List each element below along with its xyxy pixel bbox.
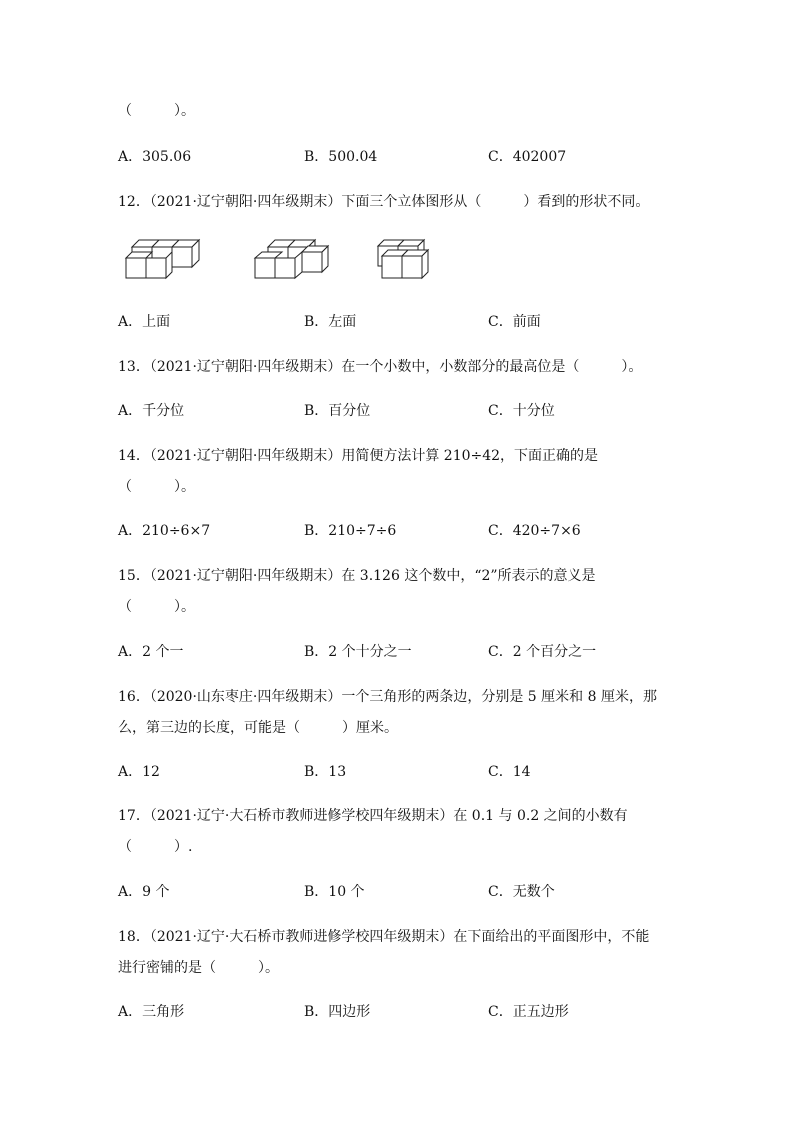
q16-option-a[interactable]: A．12 [118,764,160,780]
q16-options [118,763,758,781]
q18-stem-continuation: 进行密铺的是（ ）。 [118,960,279,976]
q18-options [118,1003,758,1021]
q16-stem: 16．（2020·山东枣庄·四年级期末）一个三角形的两条边，分别是 5 厘米和 8 厘米，那 [118,689,657,705]
q13-option-c[interactable]: C．十分位 [488,403,555,419]
q12-option-a[interactable]: A．上面 [118,314,171,330]
q12-option-b[interactable]: B．左面 [304,314,357,330]
cube-figure-3 [372,238,458,286]
q16-option-b[interactable]: B．13 [304,764,347,780]
q17-stem: 17．（2021·辽宁·大石桥市教师进修学校四年级期末）在 0.1 与 0.2 之间的小数有 [118,808,628,824]
q18-option-b[interactable]: B．四边形 [304,1004,371,1020]
cube-figure-2 [252,238,338,286]
q17-option-a[interactable]: A．9 个 [118,884,170,900]
cube-figure-1 [122,238,208,286]
q16-option-c[interactable]: C．14 [488,764,531,780]
q13-stem: 13．（2021·辽宁朝阳·四年级期末）在一个小数中，小数部分的最高位是（ ）。 [118,359,643,375]
q18-option-a[interactable]: A．三角形 [118,1004,185,1020]
q18-stem: 18．（2021·辽宁·大石桥市教师进修学校四年级期末）在下面给出的平面图形中，不能 [118,929,650,945]
q13-options [118,402,758,420]
q12-stem: 12．（2021·辽宁朝阳·四年级期末）下面三个立体图形从（ ）看到的形状不同。 [118,194,650,210]
q14-stem: 14．（2021·辽宁朝阳·四年级期末）用简便方法计算 210÷42，下面正确的是 [118,448,599,464]
q11-option-c[interactable]: C．402007 [488,149,567,165]
q11-option-b[interactable]: B．500.04 [304,149,378,165]
q15-option-b[interactable]: B．2 个十分之一 [304,644,412,660]
q15-stem-continuation: （ ）。 [118,599,195,615]
q14-stem-continuation: （ ）。 [118,479,195,495]
q17-option-c[interactable]: C．无数个 [488,884,555,900]
q18-option-c[interactable]: C．正五边形 [488,1004,569,1020]
q14-options [118,522,758,540]
q15-stem: 15．（2021·辽宁朝阳·四年级期末）在 3.126 这个数中，“2”所表示的意义是 [118,568,596,584]
q14-option-a[interactable]: A．210÷6×7 [118,523,211,539]
q12-option-c[interactable]: C．前面 [488,314,541,330]
q17-option-b[interactable]: B．10 个 [304,884,365,900]
q11-options [118,148,758,166]
q13-option-b[interactable]: B．百分位 [304,403,371,419]
q16-stem-continuation: 么，第三边的长度，可能是（ ）厘米。 [118,720,398,736]
q11-option-a[interactable]: A．305.06 [118,149,192,165]
q17-options [118,883,758,901]
q15-options [118,643,758,661]
q14-option-b[interactable]: B．210÷7÷6 [304,523,397,539]
q11-stem-continuation: （ ）。 [118,103,195,119]
q14-option-c[interactable]: C．420÷7×6 [488,523,581,539]
q13-option-a[interactable]: A．千分位 [118,403,185,419]
q17-stem-continuation: （ ）. [118,839,193,855]
q12-options [118,313,758,331]
q15-option-a[interactable]: A．2 个一 [118,644,184,660]
q15-option-c[interactable]: C．2 个百分之一 [488,644,597,660]
